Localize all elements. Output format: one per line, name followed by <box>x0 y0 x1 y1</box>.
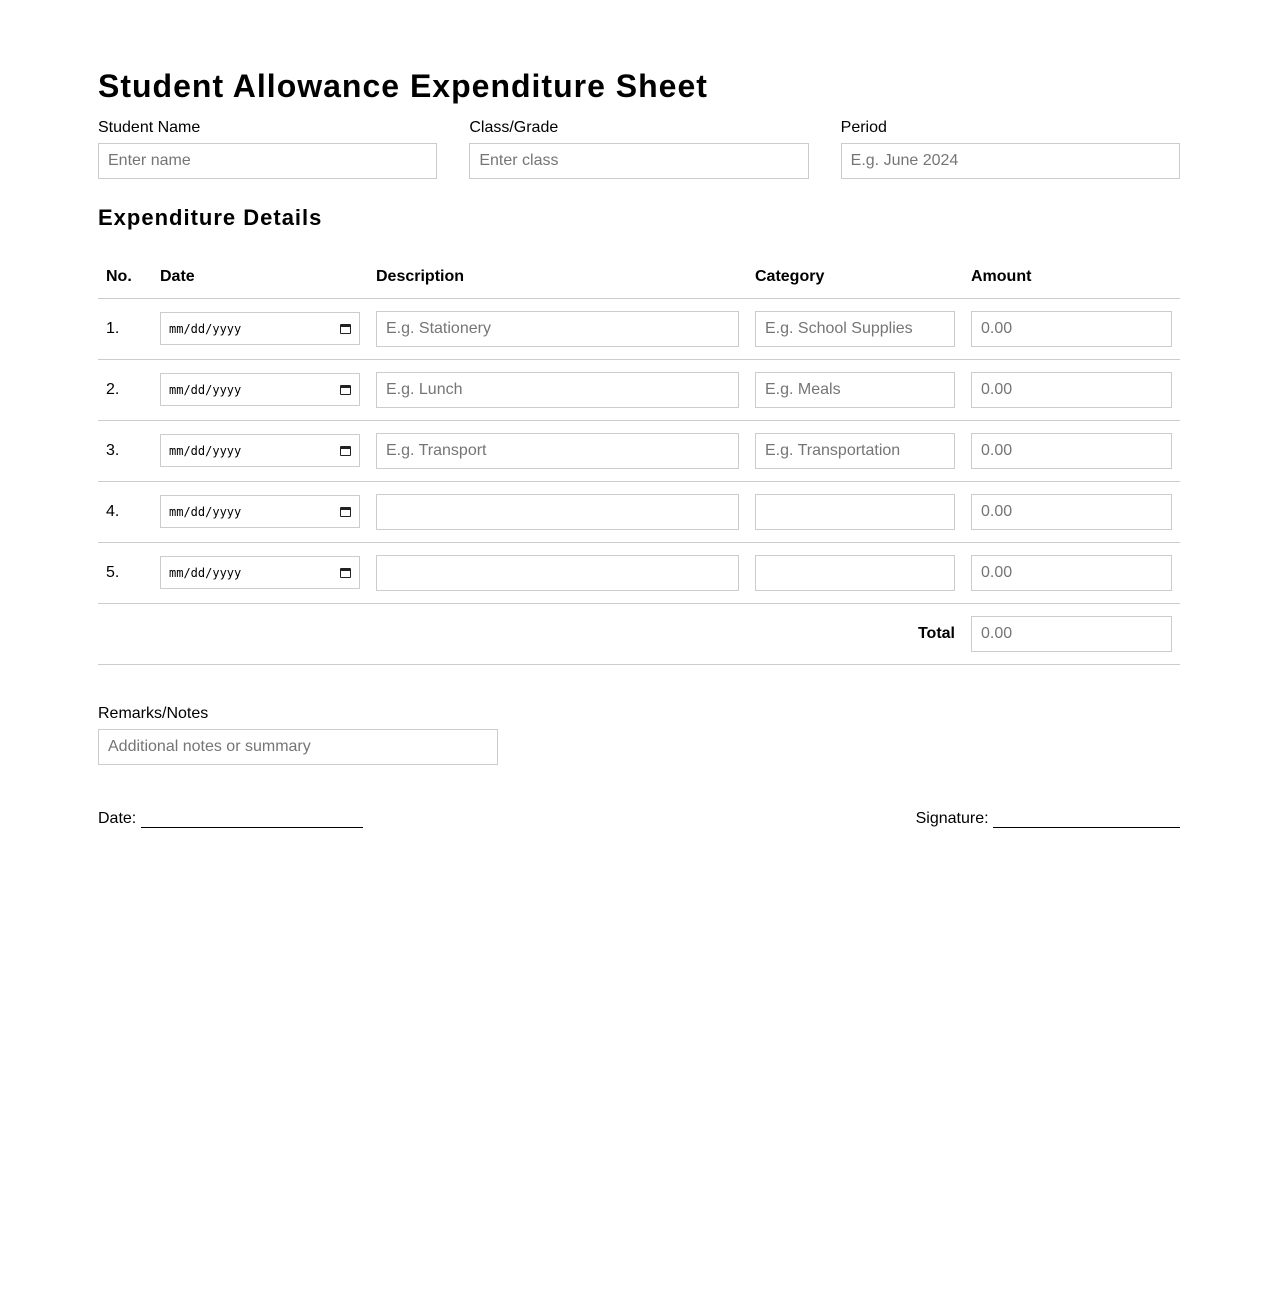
amount-input[interactable] <box>971 311 1172 347</box>
section-title: Expenditure Details <box>98 205 323 230</box>
total-amount-input[interactable] <box>971 616 1172 652</box>
description-input[interactable] <box>376 433 739 469</box>
description-input[interactable] <box>376 494 739 530</box>
row-number: 4. <box>98 481 152 542</box>
page-title: Student Allowance Expenditure Sheet <box>98 68 708 104</box>
date-placeholder: mm/dd/yyyy <box>169 504 242 519</box>
class-grade-label: Class/Grade <box>469 119 559 136</box>
category-input[interactable] <box>755 433 955 469</box>
amount-input[interactable] <box>971 494 1172 530</box>
total-row <box>98 603 1180 664</box>
header-description: Description <box>368 257 747 298</box>
calendar-icon[interactable] <box>340 568 351 578</box>
class-grade-field <box>469 118 808 179</box>
date-sign-label: Date: <box>98 810 137 827</box>
remarks-field <box>98 704 498 765</box>
signature-label: Signature: <box>915 810 989 827</box>
expenditure-sheet <box>98 62 1180 827</box>
header-amount: Amount <box>963 257 1180 298</box>
amount-input[interactable] <box>971 555 1172 591</box>
remarks-input[interactable] <box>98 729 498 765</box>
header-category: Category <box>747 257 963 298</box>
date-placeholder: mm/dd/yyyy <box>169 443 242 458</box>
category-input[interactable] <box>755 311 955 347</box>
category-input[interactable] <box>755 555 955 591</box>
table-row <box>98 359 1180 420</box>
date-input[interactable] <box>160 556 360 589</box>
period-field <box>841 118 1180 179</box>
date-sign-field <box>98 810 363 828</box>
table-header-row <box>98 257 1180 298</box>
table-row <box>98 298 1180 359</box>
description-input[interactable] <box>376 311 739 347</box>
date-placeholder: mm/dd/yyyy <box>169 382 242 397</box>
category-input[interactable] <box>755 494 955 530</box>
row-number: 3. <box>98 420 152 481</box>
description-input[interactable] <box>376 555 739 591</box>
date-placeholder: mm/dd/yyyy <box>169 321 242 336</box>
row-number: 1. <box>98 298 152 359</box>
calendar-icon[interactable] <box>340 507 351 517</box>
date-input[interactable] <box>160 434 360 467</box>
student-info-row <box>98 118 1180 179</box>
period-input[interactable] <box>841 143 1180 179</box>
student-name-field <box>98 118 437 179</box>
signature-row <box>98 810 1180 828</box>
table-row <box>98 481 1180 542</box>
category-input[interactable] <box>755 372 955 408</box>
total-label: Total <box>98 603 963 664</box>
date-input[interactable] <box>160 373 360 406</box>
description-input[interactable] <box>376 372 739 408</box>
date-input[interactable] <box>160 312 360 345</box>
row-number: 5. <box>98 542 152 603</box>
header-no: No. <box>98 257 152 298</box>
signature-line <box>993 811 1180 828</box>
period-label: Period <box>840 119 887 136</box>
signature-field <box>916 810 1180 828</box>
date-input[interactable] <box>160 495 360 528</box>
class-grade-input[interactable] <box>469 143 808 179</box>
table-row <box>98 542 1180 603</box>
calendar-icon[interactable] <box>340 446 351 456</box>
calendar-icon[interactable] <box>340 385 351 395</box>
expenditure-table <box>98 257 1180 665</box>
amount-input[interactable] <box>971 372 1172 408</box>
header-date: Date <box>152 257 368 298</box>
amount-input[interactable] <box>971 433 1172 469</box>
date-placeholder: mm/dd/yyyy <box>169 565 242 580</box>
calendar-icon[interactable] <box>340 324 351 334</box>
student-name-label: Student Name <box>98 119 201 136</box>
remarks-label: Remarks/Notes <box>98 705 209 722</box>
date-sign-line <box>141 811 363 828</box>
student-name-input[interactable] <box>98 143 437 179</box>
table-row <box>98 420 1180 481</box>
row-number: 2. <box>98 359 152 420</box>
